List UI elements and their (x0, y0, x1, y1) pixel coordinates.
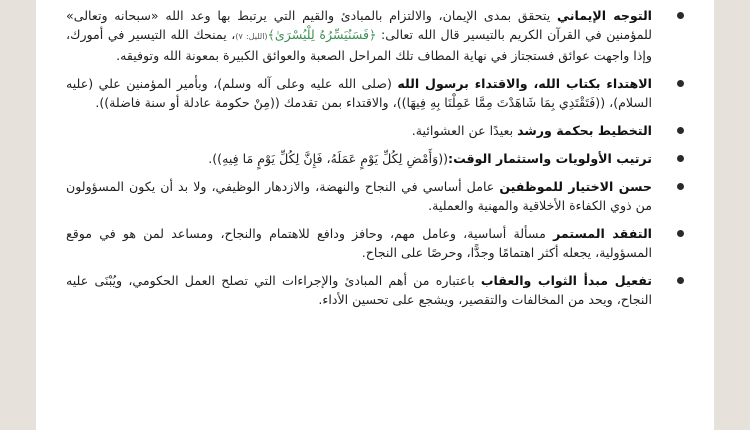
list-item (66, 6, 692, 65)
item-heading: التخطيط بحكمة ورشد (517, 123, 652, 138)
item-heading: التوجه الإيماني (557, 8, 652, 23)
item-text: (صلى الله عليه وعلى آله وسلم)، وبأمير المؤمنين علي (عليه السلام)، ((فَتَقْتَدِي بِمَا شَاهَدْتَ مِمَّا عَمِلْنَا بِهِ فِيهَا))، والاقتداء بمن تقدمك ((مِنْ حكومة عادلة أو سنة فاضلة)). (66, 76, 652, 110)
bullet-icon (677, 12, 684, 19)
list-item (66, 149, 692, 168)
right-margin (714, 0, 750, 430)
item-text: ((وَأَمْضِ لِكُلِّ يَوْمٍ عَمَلَهُ، فَإِنَّ لِكُلِّ يَوْمٍ مَا فِيهِ)). (208, 151, 449, 166)
item-heading: حسن الاختيار للموظفين (499, 179, 652, 194)
bullet-icon (677, 80, 684, 87)
list-item (66, 224, 692, 262)
list-item (66, 177, 692, 215)
item-heading: التفقد المستمر (553, 226, 652, 241)
item-text: باعتباره من أهم المبادئ والإجراءات التي تصلح العمل الحكومي، ويُبْنَى عليه النجاح، ويحد من المخالفات والتقصير، ويشجع على تحسين الأداء. (66, 273, 652, 307)
quran-verse: ﴿فَسَنُيَسِّرُهُ لِلْيُسْرَىٰ﴾ (267, 27, 377, 42)
left-margin (0, 0, 36, 430)
list-item (66, 121, 692, 140)
bullet-icon (677, 277, 684, 284)
bullet-icon (677, 127, 684, 134)
item-text: يتحقق بمدى الإيمان، والالتزام بالمبادئ والقيم التي يرتبط بها وعد الله «سبحانه وتعالى» للمؤمنين في القرآن الكريم بالتيسير قال الله تعالى: (66, 8, 653, 42)
item-text-continued: ، يمنحك الله التيسير في أمورك، وإذا واجهت عوائق فستجتاز في نهاية المطاف تلك المراحل الصعبة والعوائق الكبيرة بمعونة الله وتوفيقه. (66, 27, 652, 63)
document-sheet (36, 0, 714, 430)
bullet-icon (677, 183, 684, 190)
bullet-list (66, 6, 692, 318)
item-heading: تفعيل مبدأ الثواب والعقاب (480, 273, 652, 288)
bullet-icon (677, 155, 684, 162)
verse-reference: (الليل: ٧) (235, 32, 268, 41)
item-heading: ترتيب الأولويات واستثمار الوقت: (448, 151, 652, 166)
list-item (66, 74, 692, 112)
item-text: بعيدًا عن العشوائية. (411, 123, 518, 138)
item-heading: الاهتداء بكتاب الله، والاقتداء برسول الله (397, 76, 652, 91)
item-text: عامل أساسي في النجاح والنهضة، والازدهار الوظيفي، ولا بد أن يكون المسؤولون من ذوي الكفاءة الأخلاقية والمهنية والعملية. (66, 179, 652, 213)
list-item (66, 271, 692, 309)
bullet-icon (677, 230, 684, 237)
item-text: مسألة أساسية، وعامل مهم، وحافز ودافع للاهتمام والنجاح، ومساعد لمن هو في موقع المسؤولية، يجعله أكثر اهتمامًا وجدًّا، وحرصًا على النجاح. (66, 226, 652, 260)
